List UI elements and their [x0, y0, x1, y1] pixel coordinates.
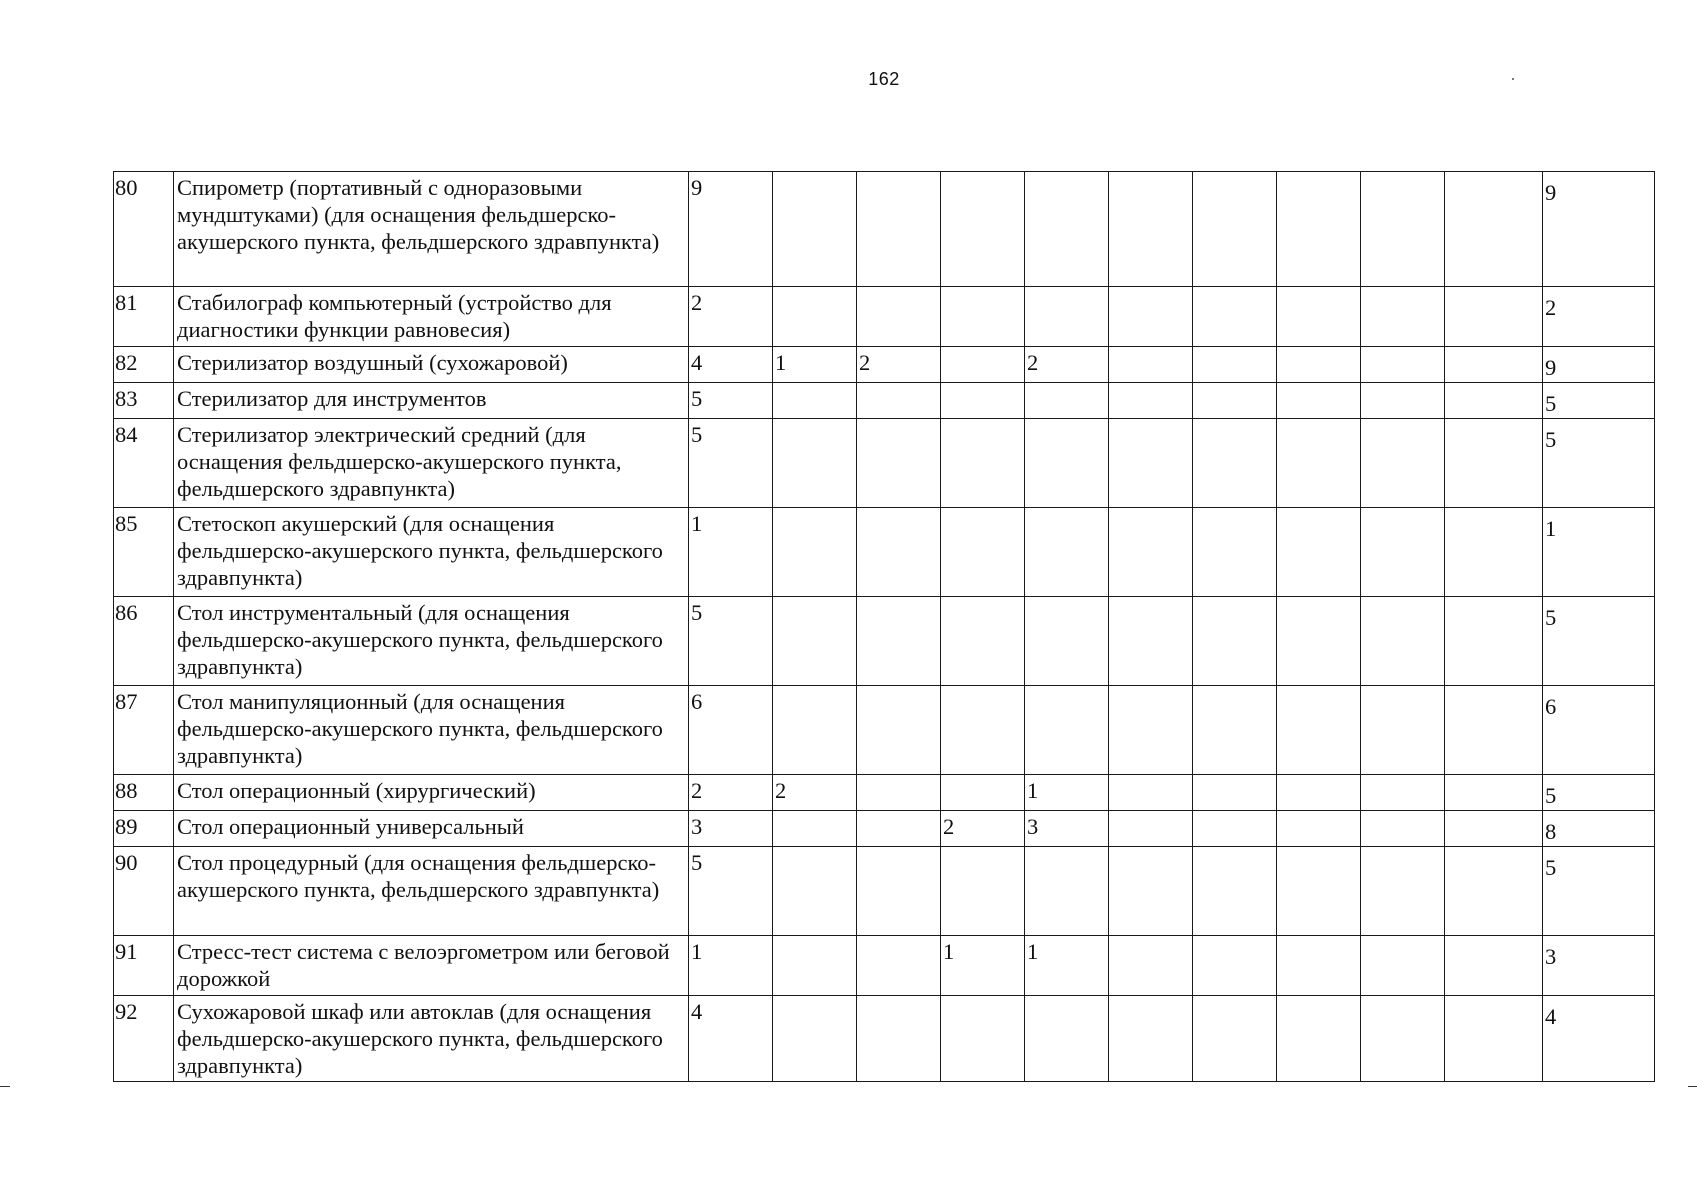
quantity-cell-2 — [773, 383, 857, 419]
quantity-cell-1: 4 — [689, 347, 773, 383]
quantity-cell-10 — [1445, 383, 1543, 419]
quantity-cell-7 — [1193, 775, 1277, 811]
total-cell: 1 — [1543, 508, 1655, 597]
quantity-cell-2 — [773, 847, 857, 936]
quantity-cell-6 — [1109, 775, 1193, 811]
quantity-cell-7 — [1193, 172, 1277, 287]
quantity-cell-4 — [941, 419, 1025, 508]
quantity-cell-6 — [1109, 287, 1193, 347]
table-row — [114, 347, 1655, 383]
scan-artifact-dot — [1512, 78, 1514, 80]
equipment-name-cell: Стол процедурный (для оснащения фельдшерско-акушерского пункта, фельдшерского здравпункта) — [174, 847, 689, 936]
quantity-cell-1: 5 — [689, 419, 773, 508]
quantity-cell-7 — [1193, 686, 1277, 775]
quantity-cell-8 — [1277, 847, 1361, 936]
table-row — [114, 936, 1655, 996]
quantity-cell-9 — [1361, 383, 1445, 419]
quantity-cell-1: 1 — [689, 508, 773, 597]
quantity-cell-4: 2 — [941, 811, 1025, 847]
quantity-cell-7 — [1193, 508, 1277, 597]
total-cell: 4 — [1543, 996, 1655, 1082]
quantity-cell-10 — [1445, 936, 1543, 996]
row-number-cell: 85 — [114, 508, 174, 597]
total-cell: 5 — [1543, 847, 1655, 936]
quantity-cell-10 — [1445, 597, 1543, 686]
quantity-cell-8 — [1277, 347, 1361, 383]
total-cell: 5 — [1543, 775, 1655, 811]
quantity-cell-4 — [941, 847, 1025, 936]
row-number-cell: 90 — [114, 847, 174, 936]
row-number-cell: 89 — [114, 811, 174, 847]
quantity-cell-6 — [1109, 996, 1193, 1082]
quantity-cell-6 — [1109, 347, 1193, 383]
table-row — [114, 172, 1655, 287]
quantity-cell-1: 6 — [689, 686, 773, 775]
quantity-cell-6 — [1109, 597, 1193, 686]
equipment-name-cell: Стол манипуляционный (для оснащения фельдшерско-акушерского пункта, фельдшерского здравпункта) — [174, 686, 689, 775]
quantity-cell-5 — [1025, 172, 1109, 287]
quantity-cell-7 — [1193, 287, 1277, 347]
quantity-cell-7 — [1193, 347, 1277, 383]
quantity-cell-10 — [1445, 775, 1543, 811]
quantity-cell-3 — [857, 172, 941, 287]
equipment-name-cell: Стерилизатор воздушный (сухожаровой) — [174, 347, 689, 383]
row-number-cell: 80 — [114, 172, 174, 287]
quantity-cell-9 — [1361, 811, 1445, 847]
quantity-cell-5 — [1025, 287, 1109, 347]
quantity-cell-4 — [941, 383, 1025, 419]
quantity-cell-5: 3 — [1025, 811, 1109, 847]
quantity-cell-1: 2 — [689, 287, 773, 347]
quantity-cell-6 — [1109, 936, 1193, 996]
equipment-name-cell: Стресс-тест система с велоэргометром или беговой дорожкой — [174, 936, 689, 996]
quantity-cell-9 — [1361, 686, 1445, 775]
table-row — [114, 287, 1655, 347]
quantity-cell-4 — [941, 347, 1025, 383]
quantity-cell-8 — [1277, 287, 1361, 347]
equipment-name-cell: Сухожаровой шкаф или автоклав (для оснащения фельдшерско-акушерского пункта, фельдшерского здравпункта) — [174, 996, 689, 1082]
quantity-cell-9 — [1361, 172, 1445, 287]
quantity-cell-5 — [1025, 419, 1109, 508]
quantity-cell-6 — [1109, 172, 1193, 287]
quantity-cell-10 — [1445, 508, 1543, 597]
equipment-name-cell: Стол операционный универсальный — [174, 811, 689, 847]
table-row — [114, 686, 1655, 775]
quantity-cell-1: 5 — [689, 597, 773, 686]
quantity-cell-8 — [1277, 811, 1361, 847]
quantity-cell-5 — [1025, 597, 1109, 686]
quantity-cell-6 — [1109, 419, 1193, 508]
quantity-cell-3 — [857, 597, 941, 686]
row-number-cell: 86 — [114, 597, 174, 686]
total-cell: 6 — [1543, 686, 1655, 775]
quantity-cell-6 — [1109, 811, 1193, 847]
row-number-cell: 92 — [114, 996, 174, 1082]
quantity-cell-8 — [1277, 383, 1361, 419]
quantity-cell-3 — [857, 811, 941, 847]
quantity-cell-8 — [1277, 172, 1361, 287]
quantity-cell-1: 4 — [689, 996, 773, 1082]
quantity-cell-2 — [773, 936, 857, 996]
quantity-cell-8 — [1277, 508, 1361, 597]
total-cell: 5 — [1543, 597, 1655, 686]
page-number: 162 — [868, 69, 900, 89]
equipment-name-cell: Стетоскоп акушерский (для оснащения фельдшерско-акушерского пункта, фельдшерского здравпункта) — [174, 508, 689, 597]
row-number-cell: 81 — [114, 287, 174, 347]
quantity-cell-2 — [773, 811, 857, 847]
table-row — [114, 775, 1655, 811]
equipment-name-cell: Стерилизатор электрический средний (для оснащения фельдшерско-акушерского пункта, фельдшерского здравпункта) — [174, 419, 689, 508]
table-row — [114, 597, 1655, 686]
quantity-cell-4 — [941, 172, 1025, 287]
quantity-cell-6 — [1109, 686, 1193, 775]
quantity-cell-5: 2 — [1025, 347, 1109, 383]
quantity-cell-3: 2 — [857, 347, 941, 383]
quantity-cell-9 — [1361, 847, 1445, 936]
quantity-cell-1: 1 — [689, 936, 773, 996]
quantity-cell-8 — [1277, 686, 1361, 775]
quantity-cell-4 — [941, 597, 1025, 686]
quantity-cell-9 — [1361, 597, 1445, 686]
quantity-cell-8 — [1277, 419, 1361, 508]
total-cell: 9 — [1543, 172, 1655, 287]
quantity-cell-3 — [857, 996, 941, 1082]
quantity-cell-8 — [1277, 775, 1361, 811]
quantity-cell-10 — [1445, 287, 1543, 347]
quantity-cell-4 — [941, 996, 1025, 1082]
row-number-cell: 88 — [114, 775, 174, 811]
right-margin-mark — [1688, 1086, 1697, 1087]
quantity-cell-5: 1 — [1025, 936, 1109, 996]
row-number-cell: 84 — [114, 419, 174, 508]
quantity-cell-5 — [1025, 508, 1109, 597]
quantity-cell-9 — [1361, 347, 1445, 383]
table-row — [114, 996, 1655, 1082]
quantity-cell-10 — [1445, 847, 1543, 936]
quantity-cell-4 — [941, 287, 1025, 347]
quantity-cell-5 — [1025, 996, 1109, 1082]
quantity-cell-7 — [1193, 936, 1277, 996]
row-number-cell: 87 — [114, 686, 174, 775]
table-row — [114, 383, 1655, 419]
equipment-name-cell: Стабилограф компьютерный (устройство для диагностики функции равновесия) — [174, 287, 689, 347]
quantity-cell-6 — [1109, 508, 1193, 597]
quantity-cell-1: 5 — [689, 847, 773, 936]
total-cell: 9 — [1543, 347, 1655, 383]
quantity-cell-3 — [857, 383, 941, 419]
quantity-cell-3 — [857, 775, 941, 811]
quantity-cell-2 — [773, 508, 857, 597]
table-row — [114, 419, 1655, 508]
quantity-cell-10 — [1445, 996, 1543, 1082]
quantity-cell-10 — [1445, 419, 1543, 508]
quantity-cell-6 — [1109, 847, 1193, 936]
quantity-cell-1: 3 — [689, 811, 773, 847]
quantity-cell-8 — [1277, 597, 1361, 686]
quantity-cell-1: 9 — [689, 172, 773, 287]
quantity-cell-5 — [1025, 686, 1109, 775]
quantity-cell-3 — [857, 419, 941, 508]
table-row — [114, 508, 1655, 597]
total-cell: 8 — [1543, 811, 1655, 847]
quantity-cell-10 — [1445, 172, 1543, 287]
quantity-cell-2 — [773, 419, 857, 508]
equipment-table — [113, 171, 1655, 1082]
quantity-cell-1: 2 — [689, 775, 773, 811]
quantity-cell-7 — [1193, 847, 1277, 936]
equipment-name-cell: Стол инструментальный (для оснащения фельдшерско-акушерского пункта, фельдшерского здравпункта) — [174, 597, 689, 686]
quantity-cell-2 — [773, 686, 857, 775]
quantity-cell-4 — [941, 508, 1025, 597]
quantity-cell-7 — [1193, 996, 1277, 1082]
quantity-cell-2: 2 — [773, 775, 857, 811]
row-number-cell: 91 — [114, 936, 174, 996]
quantity-cell-7 — [1193, 811, 1277, 847]
total-cell: 2 — [1543, 287, 1655, 347]
quantity-cell-9 — [1361, 936, 1445, 996]
quantity-cell-2 — [773, 996, 857, 1082]
quantity-cell-7 — [1193, 383, 1277, 419]
quantity-cell-1: 5 — [689, 383, 773, 419]
quantity-cell-9 — [1361, 775, 1445, 811]
quantity-cell-10 — [1445, 347, 1543, 383]
quantity-cell-7 — [1193, 597, 1277, 686]
quantity-cell-2 — [773, 597, 857, 686]
quantity-cell-2 — [773, 172, 857, 287]
quantity-cell-2: 1 — [773, 347, 857, 383]
quantity-cell-4 — [941, 775, 1025, 811]
quantity-cell-3 — [857, 508, 941, 597]
quantity-cell-3 — [857, 936, 941, 996]
equipment-name-cell: Спирометр (портативный с одноразовыми мундштуками) (для оснащения фельдшерско-акушерского пункта, фельдшерского здравпункта) — [174, 172, 689, 287]
quantity-cell-3 — [857, 287, 941, 347]
row-number-cell: 83 — [114, 383, 174, 419]
total-cell: 5 — [1543, 383, 1655, 419]
quantity-cell-9 — [1361, 996, 1445, 1082]
equipment-table-body — [114, 172, 1655, 1082]
quantity-cell-10 — [1445, 811, 1543, 847]
quantity-cell-4 — [941, 686, 1025, 775]
table-row — [114, 847, 1655, 936]
total-cell: 3 — [1543, 936, 1655, 996]
quantity-cell-3 — [857, 686, 941, 775]
quantity-cell-3 — [857, 847, 941, 936]
quantity-cell-9 — [1361, 419, 1445, 508]
quantity-cell-2 — [773, 287, 857, 347]
quantity-cell-10 — [1445, 686, 1543, 775]
row-number-cell: 82 — [114, 347, 174, 383]
total-cell: 5 — [1543, 419, 1655, 508]
quantity-cell-9 — [1361, 287, 1445, 347]
equipment-name-cell: Стол операционный (хирургический) — [174, 775, 689, 811]
quantity-cell-9 — [1361, 508, 1445, 597]
quantity-cell-5: 1 — [1025, 775, 1109, 811]
quantity-cell-7 — [1193, 419, 1277, 508]
quantity-cell-8 — [1277, 936, 1361, 996]
quantity-cell-6 — [1109, 383, 1193, 419]
table-row — [114, 811, 1655, 847]
equipment-name-cell: Стерилизатор для инструментов — [174, 383, 689, 419]
quantity-cell-4: 1 — [941, 936, 1025, 996]
quantity-cell-5 — [1025, 847, 1109, 936]
quantity-cell-5 — [1025, 383, 1109, 419]
left-margin-mark — [0, 1086, 10, 1087]
quantity-cell-8 — [1277, 996, 1361, 1082]
